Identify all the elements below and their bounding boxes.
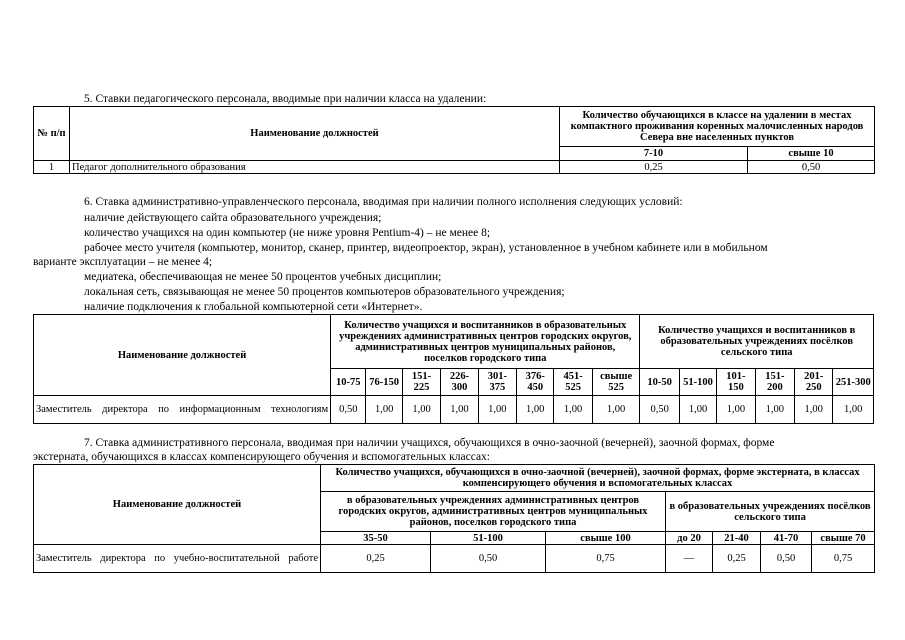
section-7-heading: 7. Ставка административного персонала, вводимая при наличии учащихся, обучающихся в очно-заочной (вечерней), заочной формах, форме bbox=[84, 437, 775, 449]
row-number: 1 bbox=[34, 161, 70, 174]
subcolumn-header: 301-375 bbox=[478, 369, 516, 396]
column-group-urban: Количество учащихся и воспитанников в образовательных учреждениях административных центров городских округов, административных центров муниципальных районов, поселков городского типа bbox=[331, 315, 640, 369]
row-value: 0,25 bbox=[713, 545, 761, 573]
row-value: 0,75 bbox=[812, 545, 875, 573]
row-value: 0,75 bbox=[546, 545, 666, 573]
subcolumn-header: 35-50 bbox=[321, 532, 431, 545]
subcolumn-header: свыше 10 bbox=[748, 147, 875, 161]
section-6-heading: 6. Ставка административно-управленческого персонала, вводимая при наличии полного исполнения следующих условий: bbox=[84, 196, 683, 208]
row-value: 1,00 bbox=[717, 396, 755, 424]
subcolumn-header: 41-70 bbox=[761, 532, 812, 545]
table-row bbox=[34, 161, 875, 174]
row-value: 0,50 bbox=[331, 396, 366, 424]
condition-item: наличие подключения к глобальной компьютерной сети «Интернет». bbox=[84, 301, 423, 313]
subcolumn-header: 10-50 bbox=[640, 369, 679, 396]
row-value: — bbox=[666, 545, 713, 573]
condition-item: количество учащихся на один компьютер (не ниже уровня Pentium-4) – не менее 8; bbox=[84, 227, 491, 239]
section-5-table bbox=[33, 106, 875, 174]
row-value: 0,25 bbox=[560, 161, 748, 174]
row-position: Заместитель директора по учебно-воспитательной работе bbox=[34, 545, 321, 573]
row-value: 1,00 bbox=[833, 396, 874, 424]
row-value: 1,00 bbox=[755, 396, 794, 424]
section-7-table bbox=[33, 464, 875, 573]
subcolumn-header: свыше 100 bbox=[546, 532, 666, 545]
subcolumn-header: до 20 bbox=[666, 532, 713, 545]
column-header-number: № п/п bbox=[34, 107, 70, 161]
row-value: 1,00 bbox=[402, 396, 440, 424]
column-group-rural: Количество учащихся и воспитанников в образовательных учреждениях посёлков сельского типа bbox=[640, 315, 874, 369]
subcolumn-header: 226-300 bbox=[441, 369, 478, 396]
row-value: 1,00 bbox=[592, 396, 640, 424]
subcolumn-header: 376-450 bbox=[517, 369, 554, 396]
section-5-heading: 5. Ставки педагогического персонала, вводимые при наличии класса на удалении: bbox=[84, 93, 487, 105]
subcolumn-header: 201-250 bbox=[795, 369, 833, 396]
subcolumn-header: 10-75 bbox=[331, 369, 366, 396]
subcolumn-header: 51-100 bbox=[679, 369, 716, 396]
column-group-urban: в образовательных учреждениях административных центров городских округов, административных центров муниципальных районов, поселков городского типа bbox=[321, 492, 666, 532]
subcolumn-header: 151-225 bbox=[402, 369, 440, 396]
table-row bbox=[34, 396, 874, 424]
subcolumn-header: 51-100 bbox=[431, 532, 546, 545]
row-value: 1,00 bbox=[679, 396, 716, 424]
section-6-table bbox=[33, 314, 874, 424]
condition-item-continued: варианте эксплуатации – не менее 4; bbox=[33, 256, 213, 268]
row-value: 0,50 bbox=[761, 545, 812, 573]
row-value: 1,00 bbox=[554, 396, 592, 424]
row-position: Заместитель директора по информационным технологиям bbox=[34, 396, 331, 424]
column-header-position: Наименование должностей bbox=[34, 465, 321, 545]
column-header-position: Наименование должностей bbox=[70, 107, 560, 161]
section-7-heading-continued: экстерната, обучающихся в классах компенсирующего обучения и вспомогательных классах: bbox=[33, 451, 490, 463]
row-value: 1,00 bbox=[478, 396, 516, 424]
subcolumn-header: 451-525 bbox=[554, 369, 592, 396]
row-value: 1,00 bbox=[517, 396, 554, 424]
row-position: Педагог дополнительного образования bbox=[70, 161, 560, 174]
subcolumn-header: 7-10 bbox=[560, 147, 748, 161]
column-group-header: Количество учащихся, обучающихся в очно-заочной (вечерней), заочной формах, форме экстерната, в классах компенсирующего обучения и вспомогательных классах bbox=[321, 465, 875, 492]
subcolumn-header: 101-150 bbox=[717, 369, 755, 396]
row-value: 1,00 bbox=[366, 396, 402, 424]
condition-item: рабочее место учителя (компьютер, монитор, сканер, принтер, видеопроектор, экран), установленное в учебном кабинете или в мобильном bbox=[84, 242, 768, 254]
column-group-header: Количество обучающихся в классе на удалении в местах компактного проживания коренных малочисленных народов Севера вне населенных пунктов bbox=[560, 107, 875, 147]
row-value: 0,50 bbox=[748, 161, 875, 174]
row-value: 0,25 bbox=[321, 545, 431, 573]
row-value: 0,50 bbox=[431, 545, 546, 573]
condition-item: локальная сеть, связывающая не менее 50 процентов компьютеров образовательного учреждения; bbox=[84, 286, 565, 298]
subcolumn-header: 21-40 bbox=[713, 532, 761, 545]
table-row bbox=[34, 545, 875, 573]
column-header-position: Наименование должностей bbox=[34, 315, 331, 396]
condition-item: наличие действующего сайта образовательного учреждения; bbox=[84, 212, 382, 224]
condition-item: медиатека, обеспечивающая не менее 50 процентов учебных дисциплин; bbox=[84, 271, 442, 283]
subcolumn-header: 151-200 bbox=[755, 369, 794, 396]
subcolumn-header: свыше 70 bbox=[812, 532, 875, 545]
column-group-rural: в образовательных учреждениях посёлков сельского типа bbox=[666, 492, 875, 532]
subcolumn-header: свыше 525 bbox=[592, 369, 640, 396]
row-value: 0,50 bbox=[640, 396, 679, 424]
subcolumn-header: 251-300 bbox=[833, 369, 874, 396]
subcolumn-header: 76-150 bbox=[366, 369, 402, 396]
row-value: 1,00 bbox=[795, 396, 833, 424]
row-value: 1,00 bbox=[441, 396, 478, 424]
